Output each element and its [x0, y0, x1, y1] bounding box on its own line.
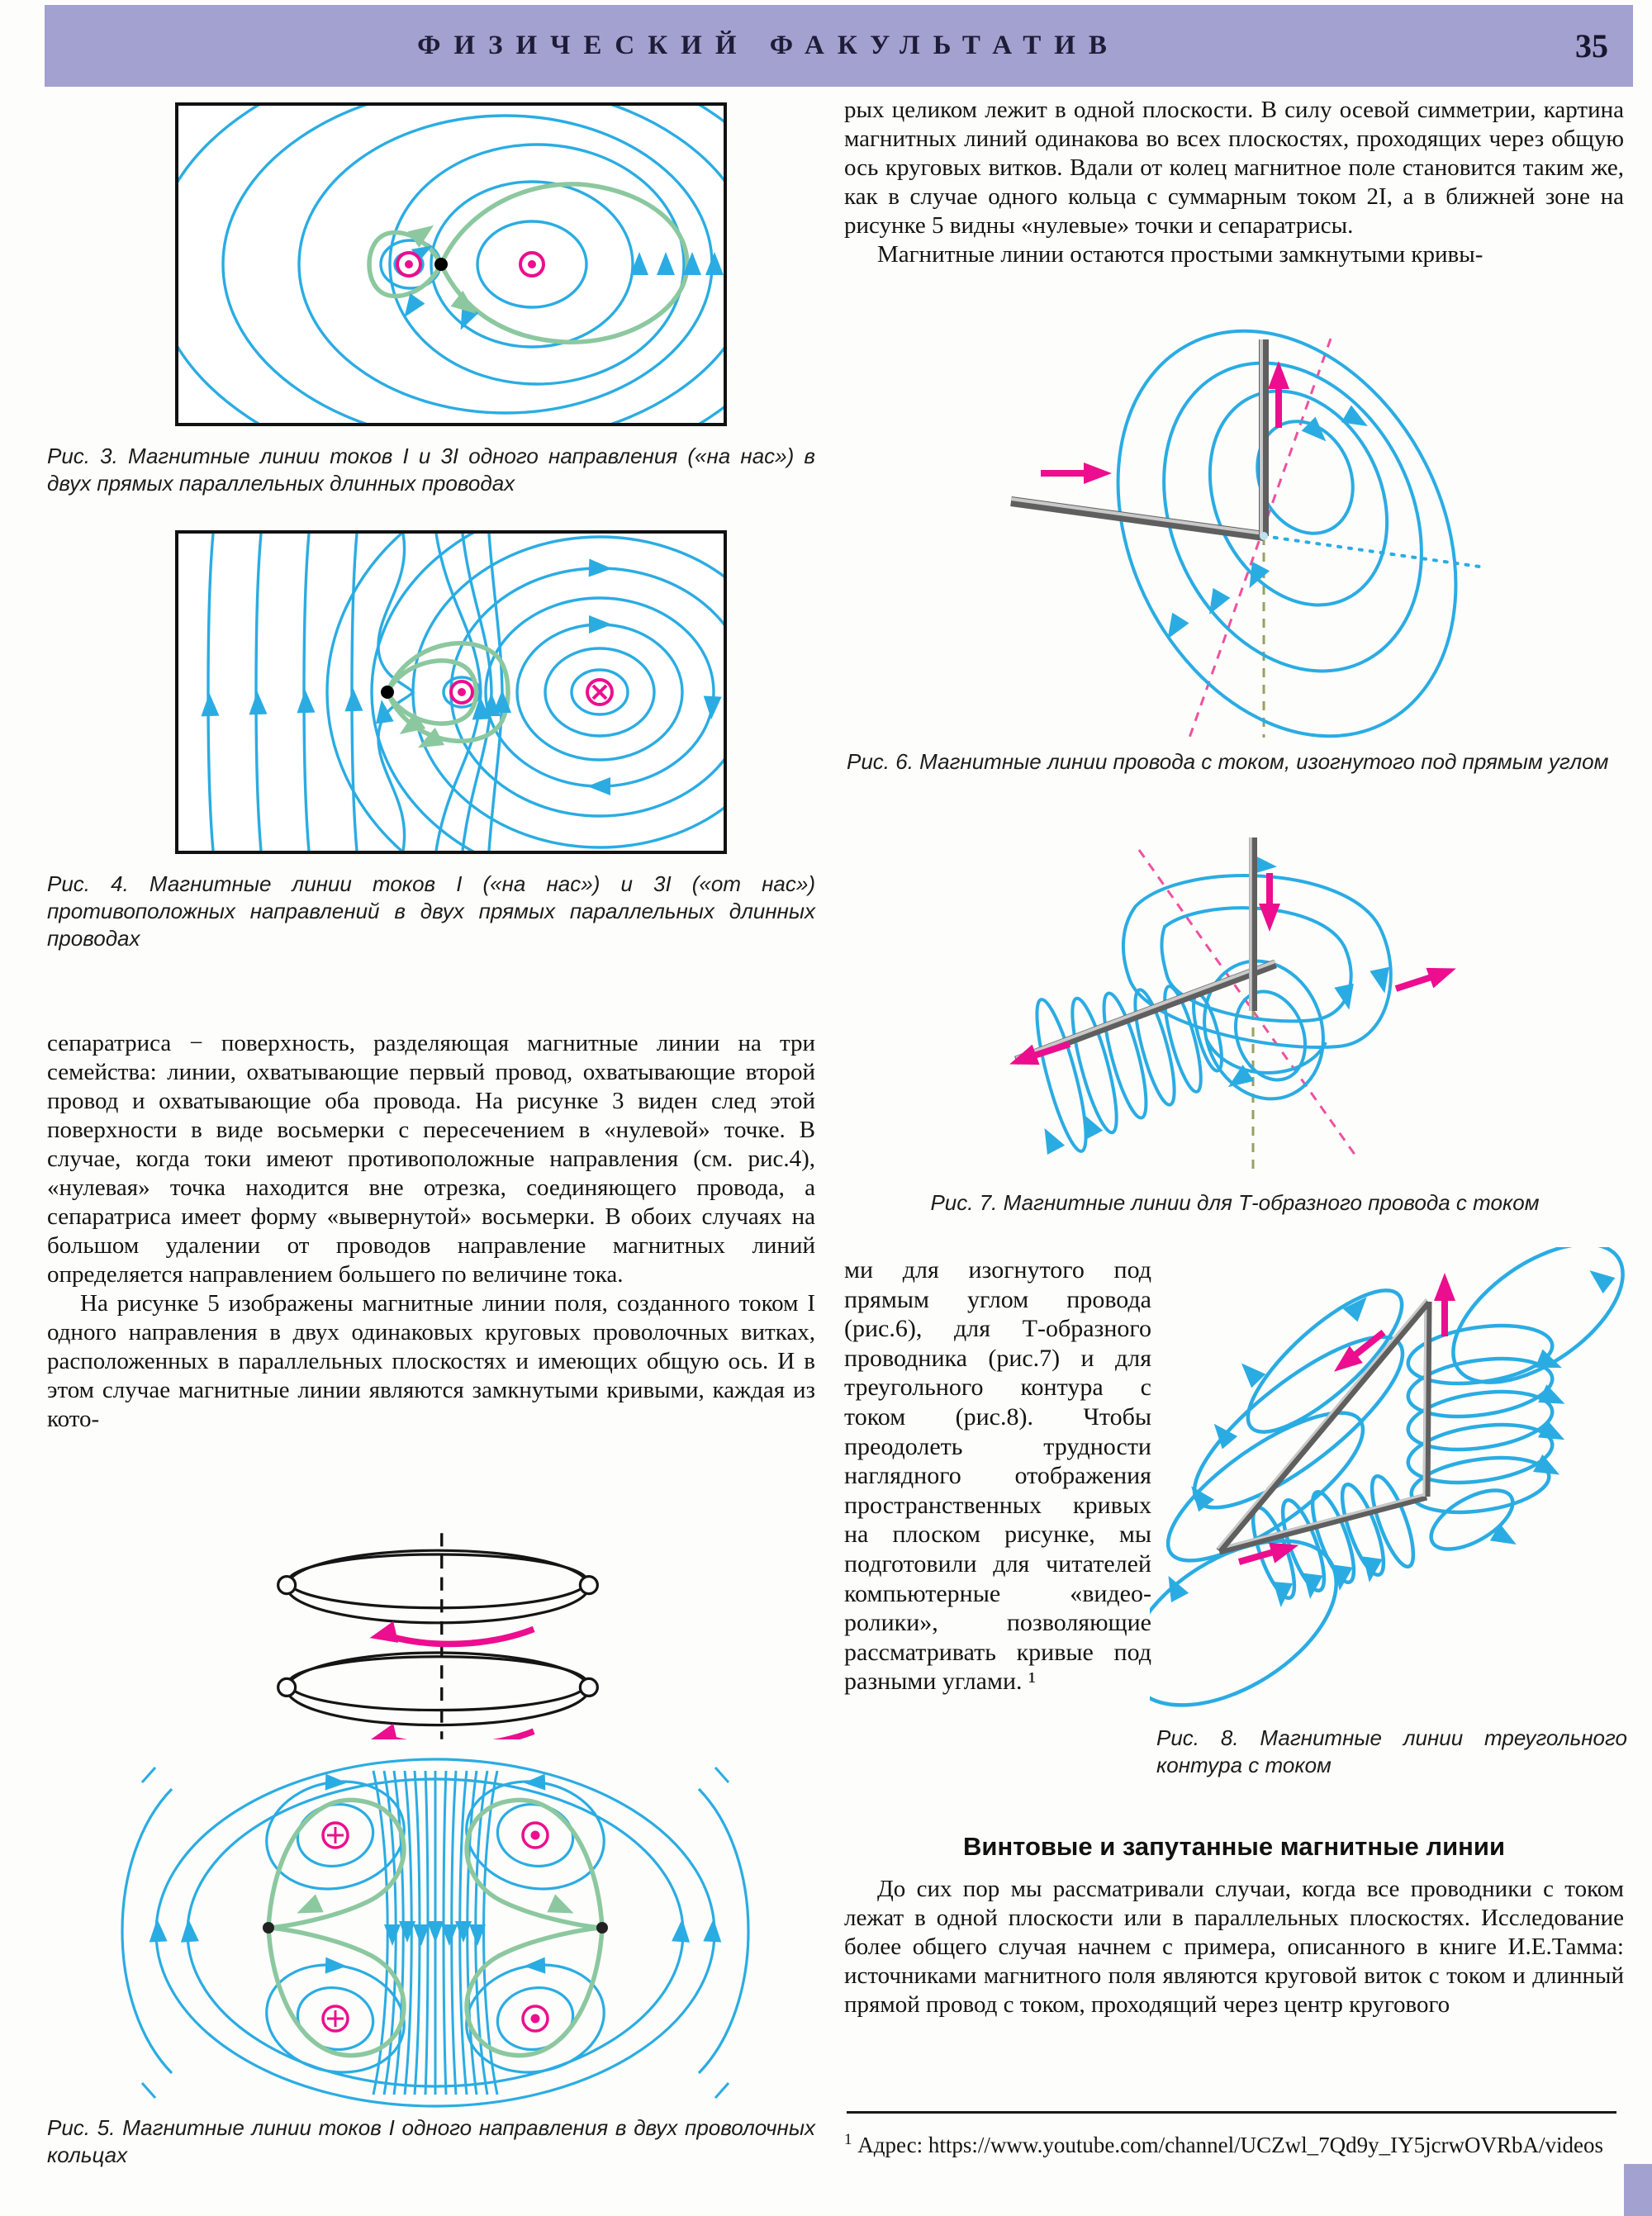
field-loops: [1150, 1247, 1633, 1722]
corner-decoration: [1624, 2164, 1652, 2216]
paragraph: рых целиком лежит в одной плоскости. В силу осевой симметрии, картина магнитных линий одинакова во всех плоскостях, проходящих через общую ось круговых витков. Вдали от колец магнитное поле становится таким же, как в случае одного кольца с суммарным током 2I, а в ближней зоне на рисунке 5 видны «нулевые» точки и сепаратрисы.: [844, 97, 1624, 239]
null-point: [434, 258, 448, 271]
wire-current-in-top-left: [323, 1823, 348, 1848]
figure-5-caption: Рис. 5. Магнитные линии токов I одного направления в двух проволочных кольцах: [47, 2115, 815, 2167]
null-point: [381, 686, 394, 699]
footnote-rule: [847, 2111, 1616, 2114]
figure-4-two-parallel-wires-opposite-direction: [175, 530, 727, 854]
page-title: ФИЗИЧЕСКИЙ ФАКУЛЬТАТИВ: [417, 31, 1120, 60]
right-column-side-text: [844, 1255, 1151, 1696]
figure-3-caption: Рис. 3. Магнитные линии токов I и 3I одного направления («на нас») в двух прямых параллельных длинных проводах: [47, 444, 815, 496]
page-number: 35: [1575, 27, 1608, 64]
figure-5-plot: [93, 1758, 803, 2108]
figure-two-rings-sketch: [273, 1533, 603, 1739]
wire-current-out-small: [397, 253, 420, 276]
header-band: [45, 5, 1633, 87]
paragraph: ми для изогнутого под прямым углом провода (рис.6), для Т-образного проводника (рис.7) и для треугольного контура с током (рис.8). Чтобы преодолеть трудности наглядного отображения пространственных кривых на плоском рисунке, мы подготовили для читателей компьютерные «видео-ролики», позволяющие рассматривать кривые под разными углами. ¹: [844, 1256, 1151, 1696]
wire-current-in-bottom-left: [323, 2006, 348, 2031]
figure-6-right-angle-wire: [983, 329, 1512, 742]
footnote-marker: 1: [844, 2131, 852, 2148]
wire-current-in: [587, 680, 612, 705]
figure-5-two-rings-field: [93, 1758, 803, 2108]
figure-8-caption: Рис. 8. Магнитные линии треугольного контура с током: [1156, 1725, 1627, 1777]
wire-current-out-large: [520, 253, 544, 276]
wire-current-out-top-right: [523, 1823, 548, 1848]
footnote-url: https://www.youtube.com/channel/UCZwl_7Qd9y_IY5jcrwOVRbA/videos: [928, 2133, 1604, 2157]
right-column-top-text: [844, 96, 1624, 269]
section-heading: Винтовые и запутанные магнитные линии: [963, 1832, 1505, 1861]
figure-7-t-shaped-wire: [991, 828, 1487, 1174]
figure-4-caption: Рис. 4. Магнитные линии токов I («на нас») и 3I («от нас») противоположных направлений в двух прямых параллельных длинных проводах: [47, 871, 815, 951]
null-point-left: [263, 1922, 274, 1934]
left-column-text: [47, 1029, 815, 1434]
figure-7-caption: Рис. 7. Магнитные линии для Т-образного провода с током: [930, 1190, 1540, 1215]
right-column-bottom-text: [844, 1875, 1624, 2019]
paragraph: сепаратриса − поверхность, разделяющая магнитные линии на три семейства: линии, охватывающие первый провод, охватывающие второй провод и охватывающие оба провода. На рисунке 3 виден след этой поверхности в виде восьмерки с пересечением в «нулевой» точке. В случае, когда токи имеют противоположные направления (см. рис.4), «нулевая» точка находится вне отрезка, соединяющего провода, а сепаратриса имеет форму «вывернутой» восьмерки. В обоих случаях на большом удалении от проводов направление магнитных линий определяется направлением большего по величине тока.: [47, 1030, 815, 1288]
figure-4-plot: [175, 530, 727, 854]
wire-current-out-bottom-right: [523, 2006, 548, 2031]
figure-8-plot: [1150, 1247, 1633, 1722]
loop-direction-arrows: [1160, 1263, 1616, 1608]
dotted-axis-blue: [1264, 536, 1479, 567]
two-rings-drawing: [273, 1533, 603, 1739]
footnote: [844, 2126, 1624, 2159]
figure-3-plot: [175, 102, 727, 426]
ring-top: [278, 1550, 598, 1623]
footnote-label: Адрес:: [857, 2133, 923, 2157]
field-loops: [1028, 875, 1391, 1155]
paragraph: На рисунке 5 изображены магнитные линии поля, созданного током I одного направления в двух одинаковых круговых проволочных витках, расположенных в параллельных плоскостях и имеющих общую ось. И в этом случае магнитные линии являются замкнутыми кривыми, каждая из кото-: [47, 1290, 815, 1432]
figure-7-plot: [991, 828, 1487, 1174]
figure-3-two-parallel-wires-same-direction: [175, 102, 727, 426]
paragraph: До сих пор мы рассматривали случаи, когда все проводники с током лежат в одной плоскости или в параллельных плоскостях. Исследование более общего случая начнем с примера, описанного в книге И.Е.Тамма: источниками магнитного поля являются круговой виток с током и длинный прямой провод с током, проходящий через центр кругового: [844, 1876, 1624, 2018]
null-point-right: [596, 1922, 608, 1934]
figure-8-triangle-loop: [1150, 1247, 1633, 1722]
figure-6-plot: [983, 329, 1512, 742]
figure-6-caption: Рис. 6. Магнитные линии провода с током, изогнутого под прямым углом: [847, 749, 1609, 774]
wire-current-out: [451, 681, 472, 703]
ring-bottom: [278, 1653, 598, 1725]
paragraph: Магнитные линии остаются простыми замкнутыми кривы-: [877, 241, 1483, 268]
